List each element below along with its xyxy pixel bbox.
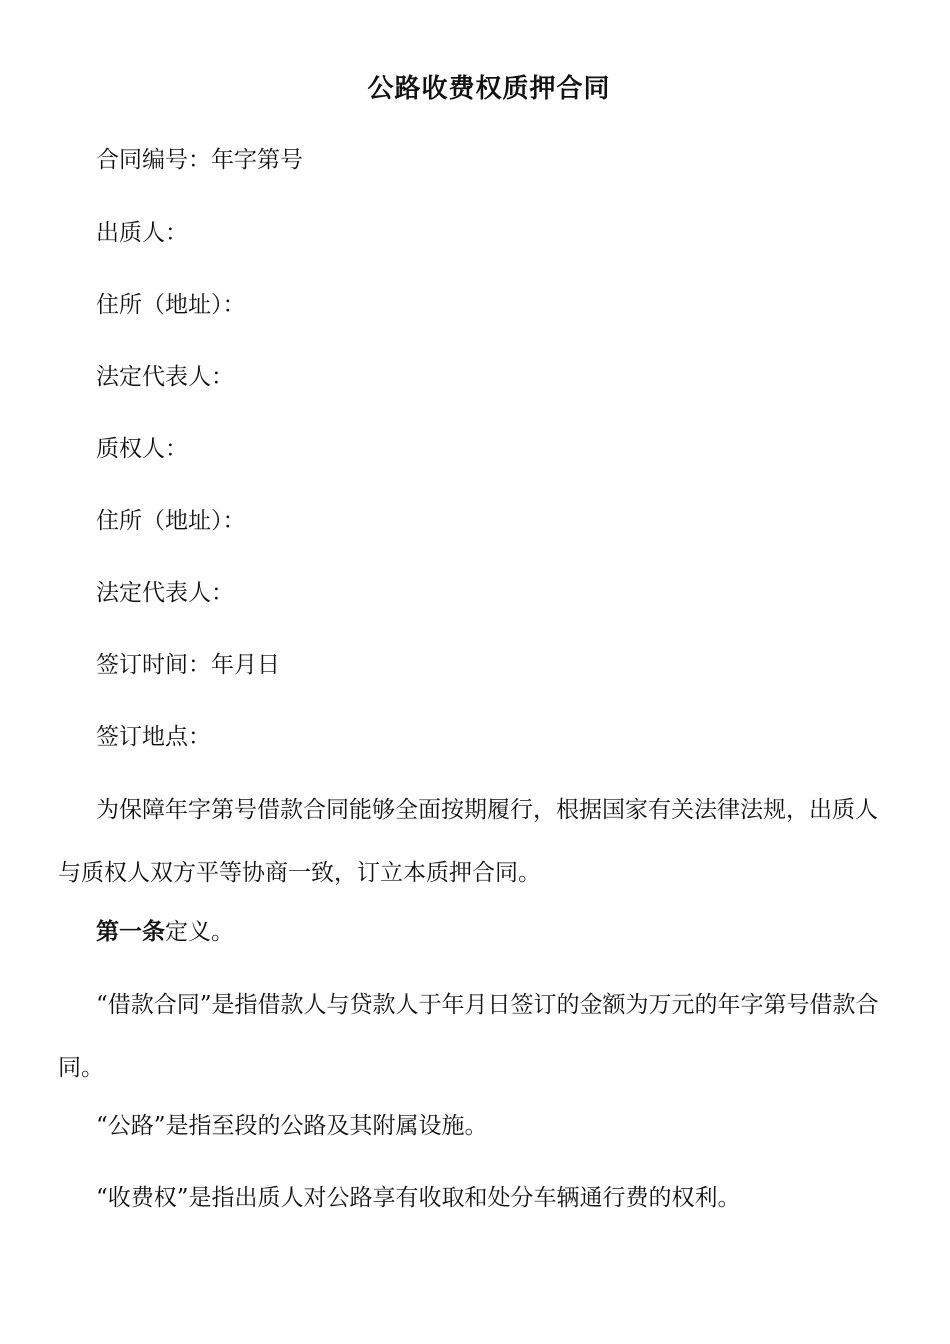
pledgee-field: 质权人： — [96, 436, 188, 462]
definition-loan-contract: “借款合同”是指借款人与贷款人于年月日签订的金额为万元的年字第号借款合同。 — [58, 992, 879, 1081]
definition-highway: “公路”是指至段的公路及其附属设施。 — [96, 1113, 488, 1139]
pledgor-field: 出质人： — [96, 220, 188, 246]
document-title: 公路收费权质押合同 — [367, 74, 611, 104]
pledgor-legal-rep-field: 法定代表人： — [96, 364, 234, 390]
article-1-heading — [96, 917, 234, 947]
pledgee-legal-rep-field: 法定代表人： — [96, 580, 234, 606]
signing-date-field: 签订时间：年月日 — [96, 652, 280, 678]
definition-toll-right: “收费权”是指出质人对公路享有收取和处分车辆通行费的权利。 — [96, 1185, 741, 1211]
article-1-title: 定义。 — [165, 919, 234, 945]
contract-number-field: 合同编号：年字第号 — [96, 147, 303, 173]
pledgee-address-field: 住所（地址）： — [96, 508, 246, 534]
pledgor-address-field: 住所（地址）： — [96, 292, 246, 318]
preamble-paragraph: 为保障年字第号借款合同能够全面按期履行，根据国家有关法律法规，出质人与质权人双方平等协商一致，订立本质押合同。 — [58, 797, 878, 886]
signing-place-field: 签订地点： — [96, 724, 211, 750]
article-1-number: 第一条 — [96, 918, 165, 945]
